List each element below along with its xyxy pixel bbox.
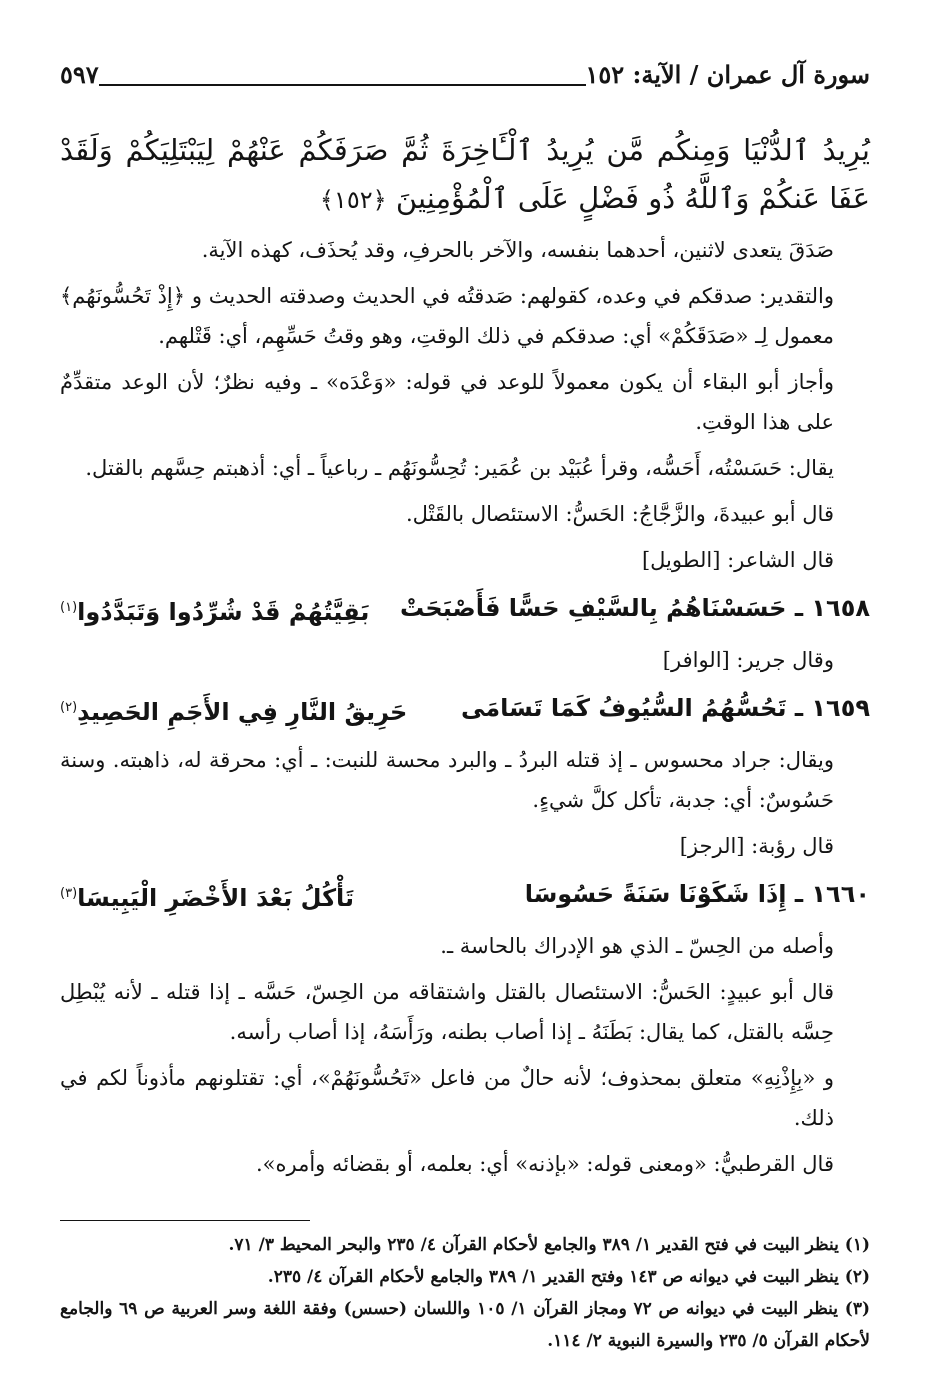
paragraph-taqdir: والتقدير: صدقكم في وعده، كقولهم: صَدقتُه في الحديث وصدقته الحديث و ﴿إِذْ تَحُسُّونَهُم﴾ معمول لِـ «صَدَقَكُمْ» أي: صدقكم في ذلك الوقتِ، وهو وقتُ حَسِّهِم، أي: قَتْلهم. bbox=[60, 284, 834, 348]
paragraph-yuqal: يقال: حَسَسْتُه، أَحَسُّه، وقرأ عُبَيْد بن عُمَير: تُحِسُّونَهُم ـ رباعياً ـ أي: أذهبتم حِسَّهم بالقتل. bbox=[85, 456, 834, 480]
paragraph-abu-baqa: وأجاز أبو البقاء أن يكون معمولاً للوعد في قوله: «وَعْدَه» ـ وفيه نظرٌ؛ لأن الوعد متقدِّمٌ على هذا الوقتِ. bbox=[60, 370, 834, 434]
book-page bbox=[60, 52, 870, 1351]
ayah-number: ﴿١٥٢﴾ bbox=[319, 186, 387, 214]
verse-hemistich-1: ١٦٥٨ ـ حَسَسْنَاهُمُ بِالسَّيْفِ حَسًّا فَأَصْبَحَتْ bbox=[400, 594, 870, 622]
verse-hemistich-1: ١٦٥٩ ـ تَحُسُّهُمُ السُّيُوفُ كَمَا تَسَامَى bbox=[460, 694, 870, 722]
paragraph-qurtubi: قال القرطبيُّ: «ومعنى قوله: «بإذنه» أي: بعلمه، أو بقضائه وأمره». bbox=[255, 1152, 834, 1176]
poet-intro-3: قال رؤبة: [الرجز] bbox=[679, 834, 834, 858]
quran-text: يُرِيدُ ٱلدُّنْيَا وَمِنكُم مَّن يُرِيدُ ٱلْـَٔاخِرَةَ ثُمَّ صَرَفَكُمْ عَنْهُمْ لِيَبْتَلِيَكُمْ وَلَقَدْ عَفَا عَنكُمْ وَٱللَّهُ ذُو فَضْلٍ عَلَى ٱلْمُؤْمِنِينَ bbox=[60, 133, 870, 215]
poet-intro-2: وقال جرير: [الوافر] bbox=[662, 648, 834, 672]
footnote-2: (٢) ينظر البيت في ديوانه ص ١٤٣ وفتح القدير ١/ ٣٨٩ والجامع لأحكام القرآن ٤/ ٢٣٥. bbox=[267, 1267, 870, 1287]
footnote-separator bbox=[60, 1220, 310, 1221]
footnote-ref: (٢) bbox=[60, 700, 78, 715]
footnote-ref: (٣) bbox=[60, 886, 78, 901]
poet-intro-1: قال الشاعر: [الطويل] bbox=[641, 548, 834, 572]
verse-1658 bbox=[60, 586, 870, 634]
paragraph-bi-idhnihi: و «بِإِذْنِهِ» متعلق بمحذوف؛ لأنه حالٌ من فاعل «تَحُسُّونَهُمْ»، أي: تقتلونهم مأذوناً لكم في ذلك. bbox=[60, 1066, 834, 1130]
verse-hemistich-2: حَرِيقُ النَّارِ فِي الأَجَمِ الحَصِيدِ$^{(٢)}$ bbox=[60, 698, 408, 726]
quote-abu-ubaida: قال أبو عبيدةَ، والزَّجَّاجُ: الحَسُّ: الاستئصال بالقَتْل. bbox=[405, 502, 834, 526]
quran-verse bbox=[60, 126, 870, 224]
paragraph-sadaqa: صَدَقَ يتعدى لاثنين، أحدهما بنفسه، والآخر بالحرفِ، وقد يُحذَف، كهذه الآية. bbox=[201, 238, 834, 262]
verse-1659 bbox=[60, 686, 870, 734]
verse-hemistich-1: ١٦٦٠ ـ إِذَا شَكَوْنَا سَنَةً حَسُوسَا bbox=[524, 880, 870, 908]
surah-title: سورة آل عمران / الآية: ١٥٢ bbox=[585, 59, 870, 89]
paragraph-jarad: ويقال: جراد محسوس ـ إذ قتله البردُ ـ والبرد محسة للنبت: ـ أي: محرقة له، ذاهبته. وسنة حَسُوسٌ: أي: جدبة، تأكل كلَّ شيءٍ. bbox=[60, 748, 834, 812]
verse-1660 bbox=[60, 872, 870, 920]
page-number: ٥٩٧ bbox=[60, 59, 99, 89]
header-rule bbox=[99, 84, 586, 86]
footnote-3: (٣) ينظر البيت في ديوانه ص ٧٢ ومجاز القرآن ١/ ١٠٥ واللسان (حسس) وفقة اللغة وسر العربية ص ٦٩ والجامع لأحكام القرآن ٥/ ٢٣٥ والسيرة النبوية ٢/ ١١٤. bbox=[60, 1299, 870, 1351]
footnote-ref: (١) bbox=[60, 600, 78, 615]
verse-hemistich-2: تَأْكُلُ بَعْدَ الأَخْضَرِ الْيَبِيسَا$^{(٣)}$ bbox=[60, 884, 355, 912]
footnote-1: (١) ينظر البيت في فتح القدير ١/ ٣٨٩ والجامع لأحكام القرآن ٤/ ٢٣٥ والبحر المحيط ٣/ ٧١. bbox=[228, 1235, 870, 1255]
page-header bbox=[60, 52, 870, 96]
paragraph-abu-ubaid: قال أبو عبيدٍ: الحَسُّ: الاستئصال بالقتل واشتقاقه من الحِسّ، حَسَّه ـ إذا قتله ـ لأنه يُبْطِل حِسَّه بالقتل، كما يقال: بَطَنَهُ ـ إذا أصاب بطنه، ورَأَسَهُ، إذا أصاب رأسه. bbox=[60, 980, 834, 1044]
paragraph-asl: وأصله من الحِسّ ـ الذي هو الإدراك بالحاسة ـ. bbox=[440, 934, 834, 958]
verse-hemistich-2: بَقِيَّتُهُمْ قَدْ شُرِّدُوا وَتَبَدَّدُوا$^{(١)}$ bbox=[60, 598, 370, 626]
